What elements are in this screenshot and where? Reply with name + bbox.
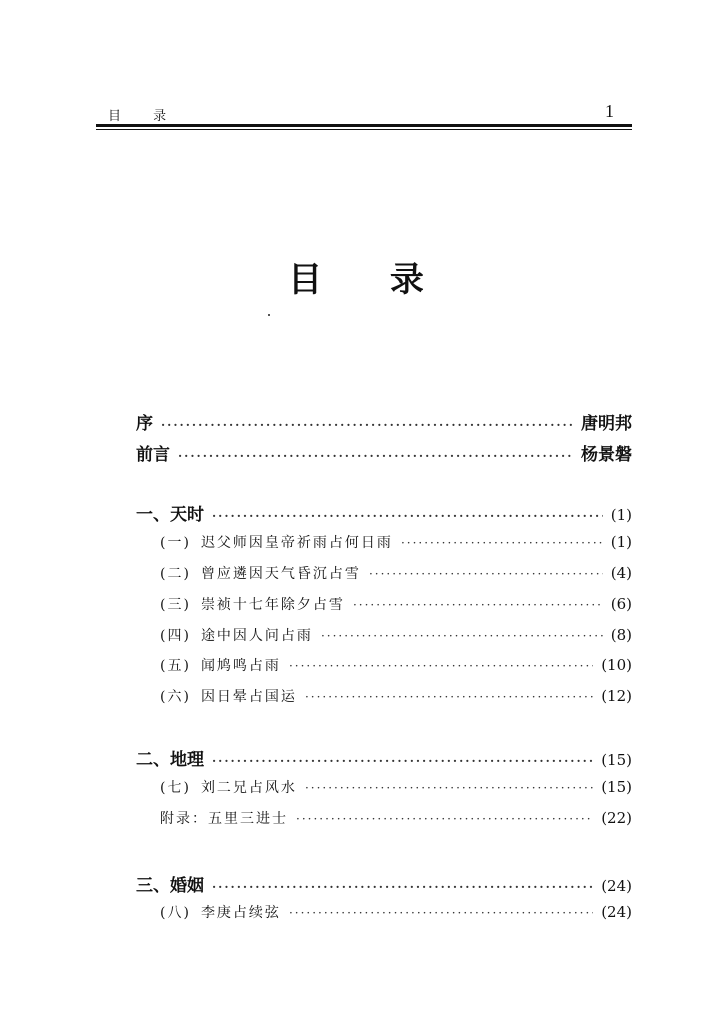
toc-entry-preface[interactable] [136,409,632,434]
toc-page-number: (10) [601,656,632,674]
leader-dots [305,781,593,795]
toc-section-number: (二) [160,566,191,582]
leader-dots [401,536,603,550]
leader-dots [212,509,603,523]
toc-section-title: 曾应遴因天气昏沉占雪 [200,566,361,582]
toc-chapter-1[interactable] [136,500,632,525]
toc-page-number: (8) [610,626,632,644]
toc-section-number: (六) [160,689,191,705]
toc-section[interactable] [160,532,632,552]
leader-dots [289,659,593,673]
toc-page-number: (12) [601,687,632,705]
toc-section-title: 因日晕占国运 [200,689,297,705]
header-rule-thick [96,124,632,127]
toc-page-number: (24) [601,903,632,921]
toc-section-title: 途中因人问占雨 [200,628,313,644]
leader-dots [212,880,593,894]
toc-chapter-3[interactable] [136,871,632,896]
leader-dots [178,449,573,463]
toc-section[interactable] [160,686,632,706]
page-title: 目 录 [288,260,452,300]
toc-entry-label: 前言 [136,445,170,465]
toc-section[interactable] [160,625,632,645]
toc-section-title: 崇祯十七年除夕占雪 [200,597,345,613]
toc-section-title: 刘二兄占风水 [200,780,297,796]
toc-section-title: 闻鸠鸣占雨 [200,658,281,674]
toc-entry-author: 杨景磐 [581,445,632,465]
toc-page-number: (1) [610,533,632,551]
running-head-title: 目 录 [108,109,181,124]
toc-section-number: (八) [160,905,191,921]
leader-dots [321,629,603,643]
toc-section[interactable] [160,777,632,797]
toc-page-number: (22) [601,809,632,827]
leader-dots [161,418,573,432]
toc-chapter-label: 一、天时 [136,505,204,525]
toc-section-title: 附录：五里三进士 [160,811,288,827]
toc-section-number: (七) [160,780,191,796]
toc-section-number: (一) [160,535,191,551]
toc-page-number: (6) [610,595,632,613]
leader-dots [305,690,593,704]
toc-section-title: 李庚占续弦 [200,905,281,921]
header-rule-thin [96,129,632,130]
toc-section[interactable] [160,563,632,583]
toc-page-number: (24) [601,877,632,895]
toc-page-number: (15) [601,751,632,769]
toc-section-title: 迟父师因皇帝祈雨占何日雨 [200,535,393,551]
running-head-page-number: 1 [605,101,614,121]
toc-section-number: (三) [160,597,191,613]
toc-page-number: (15) [601,778,632,796]
toc-section[interactable] [160,902,632,922]
toc-chapter-label: 三、婚姻 [136,876,204,896]
toc-entry-foreword[interactable] [136,440,632,465]
leader-dots [369,567,603,581]
toc-chapter-2[interactable] [136,745,632,770]
leader-dots [296,812,593,826]
leader-dots [212,754,593,768]
toc-entry-author: 唐明邦 [581,414,632,434]
toc-section-number: (四) [160,628,191,644]
toc-entry-label: 序 [136,414,153,434]
toc-page-number: (1) [610,506,632,524]
leader-dots [289,906,593,920]
toc-section[interactable] [160,594,632,614]
leader-dots [353,598,603,612]
toc-section-appendix[interactable] [160,808,632,828]
toc-chapter-label: 二、地理 [136,750,204,770]
toc-section[interactable] [160,655,632,675]
toc-page-number: (4) [610,564,632,582]
toc-section-number: (五) [160,658,191,674]
print-speck [268,314,270,316]
